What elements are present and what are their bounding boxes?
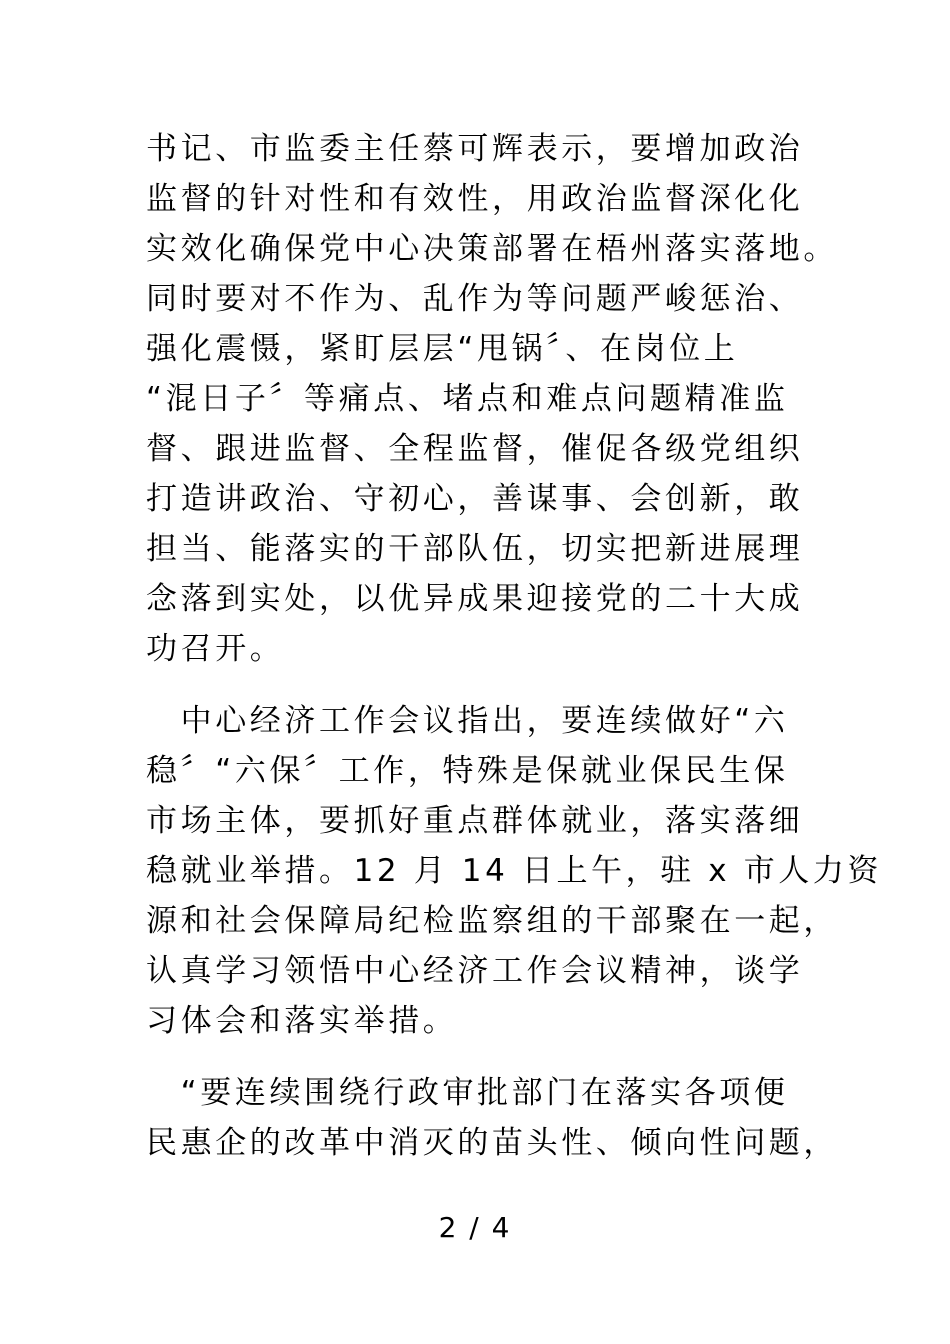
text-line: 中心经济工作会议指出，要连续做好“六 bbox=[146, 703, 789, 739]
text-line: 民惠企的改革中消灭的苗头性、倾向性问题， bbox=[146, 1125, 838, 1161]
page-number: 2 / 4 bbox=[438, 1211, 512, 1244]
text-line: 打造讲政治、守初心，善谋事、会创新，敢 bbox=[146, 481, 804, 517]
paragraph-2 bbox=[146, 696, 883, 1046]
text-line: 市场主体，要抓好重点群体就业，落实落细 bbox=[146, 803, 804, 839]
text-line: 认真学习领悟中心经济工作会议精神，谈学 bbox=[146, 953, 804, 989]
text-line: 实效化确保党中心决策部署在梧州落实落地。 bbox=[146, 231, 838, 267]
paragraph-3 bbox=[146, 1068, 836, 1168]
text-line: 担当、能落实的干部队伍，切实把新进展理 bbox=[146, 531, 804, 567]
document-body bbox=[146, 124, 883, 1168]
text-line: “混日子〞等痛点、堵点和难点问题精准监 bbox=[146, 381, 789, 417]
text-line: 督、跟进监督、全程监督，催促各级党组织 bbox=[146, 431, 804, 467]
text-line: 书记、市监委主任蔡可辉表示，要增加政治 bbox=[146, 131, 804, 167]
text-line: 强化震慑，紧盯层层“甩锅〞、在岗位上 bbox=[146, 331, 739, 367]
text-line: 同时要对不作为、乱作为等问题严峻惩治、 bbox=[146, 281, 804, 317]
text-line: 稳就业举措。12 月 14 日上午，驻 x 市人力资 bbox=[146, 853, 883, 889]
paragraph-spacer bbox=[146, 1046, 836, 1068]
text-line: 念落到实处，以优异成果迎接党的二十大成 bbox=[146, 581, 804, 617]
paragraph-spacer bbox=[146, 674, 836, 696]
text-line: 稳〞“六保〞工作，特殊是保就业保民生保 bbox=[146, 753, 789, 789]
text-line: 功召开。 bbox=[146, 631, 285, 667]
text-line: 源和社会保障局纪检监察组的干部聚在一起， bbox=[146, 903, 838, 939]
paragraph-1 bbox=[146, 124, 836, 674]
text-line: “要连续围绕行政审批部门在落实各项便 bbox=[146, 1075, 789, 1111]
text-line: 监督的针对性和有效性，用政治监督深化化 bbox=[146, 181, 804, 217]
text-line: 习体会和落实举措。 bbox=[146, 1003, 458, 1039]
